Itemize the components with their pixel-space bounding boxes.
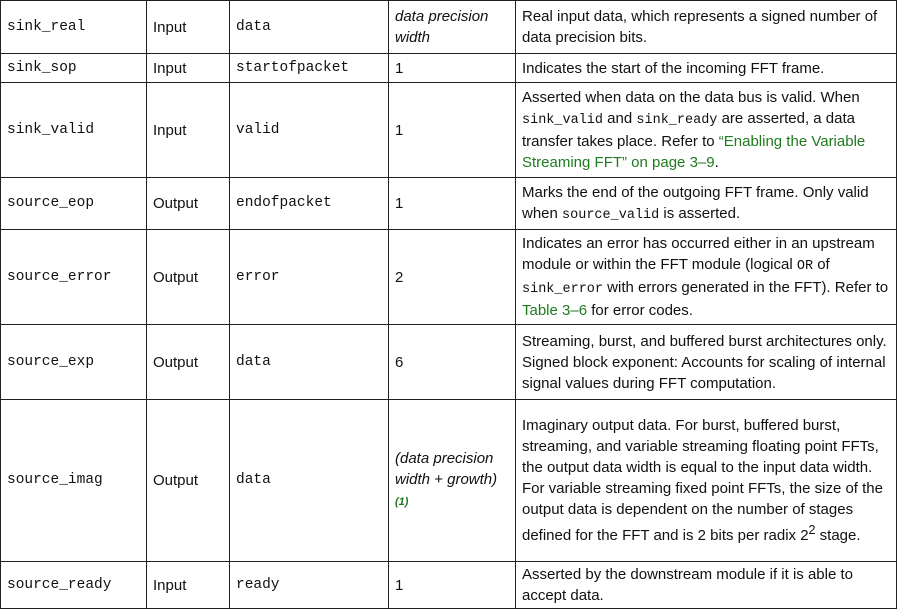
avalon-type-cell: ready	[230, 562, 389, 609]
avalon-type-cell: endofpacket	[230, 178, 389, 230]
description-cell: Asserted by the downstream module if it is able to accept data.	[516, 562, 897, 609]
direction-cell: Output	[147, 178, 230, 230]
code-signal: OR	[796, 259, 814, 274]
direction-cell: Input	[147, 1, 230, 54]
avalon-type-cell: startofpacket	[230, 54, 389, 83]
signal-name-cell: sink_valid	[1, 83, 147, 178]
table-row	[1, 54, 897, 83]
description-text: .	[714, 154, 719, 171]
direction-cell: Input	[147, 562, 230, 609]
description-text: are asserted, a data transfer takes place. Refer to	[522, 110, 855, 150]
description-cell	[516, 178, 897, 230]
size-cell: 6	[389, 325, 516, 400]
superscript: 2	[808, 523, 816, 537]
signal-name-cell: source_imag	[1, 400, 147, 562]
description-text: Imaginary output data. For burst, buffered burst, streaming, and variable streaming floating point FFTs, the output data width is equal to the input data width. For variable streaming fixed point FFTs, the size of the output data is dependent on the number of stages defined for the FFT and is 2 bits per radix 2	[522, 417, 883, 544]
table-row	[1, 178, 897, 230]
signal-name-cell: source_eop	[1, 178, 147, 230]
cross-reference-link[interactable]: Table 3–6	[522, 302, 588, 319]
size-cell	[389, 400, 516, 562]
avalon-type-cell: valid	[230, 83, 389, 178]
avalon-type-cell: data	[230, 325, 389, 400]
description-text: with errors generated in the FFT). Refer to	[603, 279, 889, 296]
description-text: Indicates an error has occurred either in an upstream module or within the FFT module (logical	[522, 235, 875, 273]
description-text: Asserted when data on the data bus is valid. When	[522, 89, 860, 106]
description-text: stage.	[815, 527, 861, 544]
size-cell: data precision width	[389, 1, 516, 54]
cross-reference-link[interactable]: “Enabling the Variable Streaming FFT” on page 3–9	[522, 133, 866, 171]
table-row	[1, 230, 897, 325]
table-row	[1, 83, 897, 178]
description-text: of	[813, 256, 830, 273]
description-text: for error codes.	[587, 302, 693, 319]
description-text: is asserted.	[659, 204, 741, 222]
avalon-type-cell: data	[230, 1, 389, 54]
size-cell: 1	[389, 83, 516, 178]
table-row	[1, 400, 897, 562]
signal-name-cell: source_error	[1, 230, 147, 325]
description-cell: Indicates the start of the incoming FFT frame.	[516, 54, 897, 83]
signal-name-cell: sink_real	[1, 1, 147, 54]
avalon-type-cell: data	[230, 400, 389, 562]
code-signal: sink_error	[522, 282, 604, 297]
direction-cell: Output	[147, 400, 230, 562]
description-cell	[516, 400, 897, 562]
direction-cell: Output	[147, 325, 230, 400]
table-row	[1, 1, 897, 54]
size-cell: 1	[389, 178, 516, 230]
description-cell: Real input data, which represents a signed number of data precision bits.	[516, 1, 897, 54]
table-row	[1, 562, 897, 609]
signal-name-cell: source_ready	[1, 562, 147, 609]
description-text: and	[603, 110, 637, 127]
code-signal: sink_valid	[522, 113, 604, 128]
description-cell: Streaming, burst, and buffered burst architectures only. Signed block exponent: Accounts for scaling of internal signal values during FFT computation.	[516, 325, 897, 400]
description-cell	[516, 83, 897, 178]
size-cell: 1	[389, 54, 516, 83]
signal-name-cell: source_exp	[1, 325, 147, 400]
direction-cell: Output	[147, 230, 230, 325]
signal-name-cell: sink_sop	[1, 54, 147, 83]
code-signal: source_valid	[562, 207, 660, 223]
avalon-type-cell: error	[230, 230, 389, 325]
size-cell: 2	[389, 230, 516, 325]
description-cell	[516, 230, 897, 325]
description-text: Marks the end of the outgoing FFT frame. Only valid when	[522, 183, 869, 222]
code-signal: sink_ready	[636, 113, 718, 128]
size-cell: 1	[389, 562, 516, 609]
footnote-link[interactable]: (1)	[395, 496, 409, 508]
direction-cell: Input	[147, 54, 230, 83]
size-text: (data precision width + growth)	[395, 450, 498, 488]
table-row	[1, 325, 897, 400]
direction-cell: Input	[147, 83, 230, 178]
